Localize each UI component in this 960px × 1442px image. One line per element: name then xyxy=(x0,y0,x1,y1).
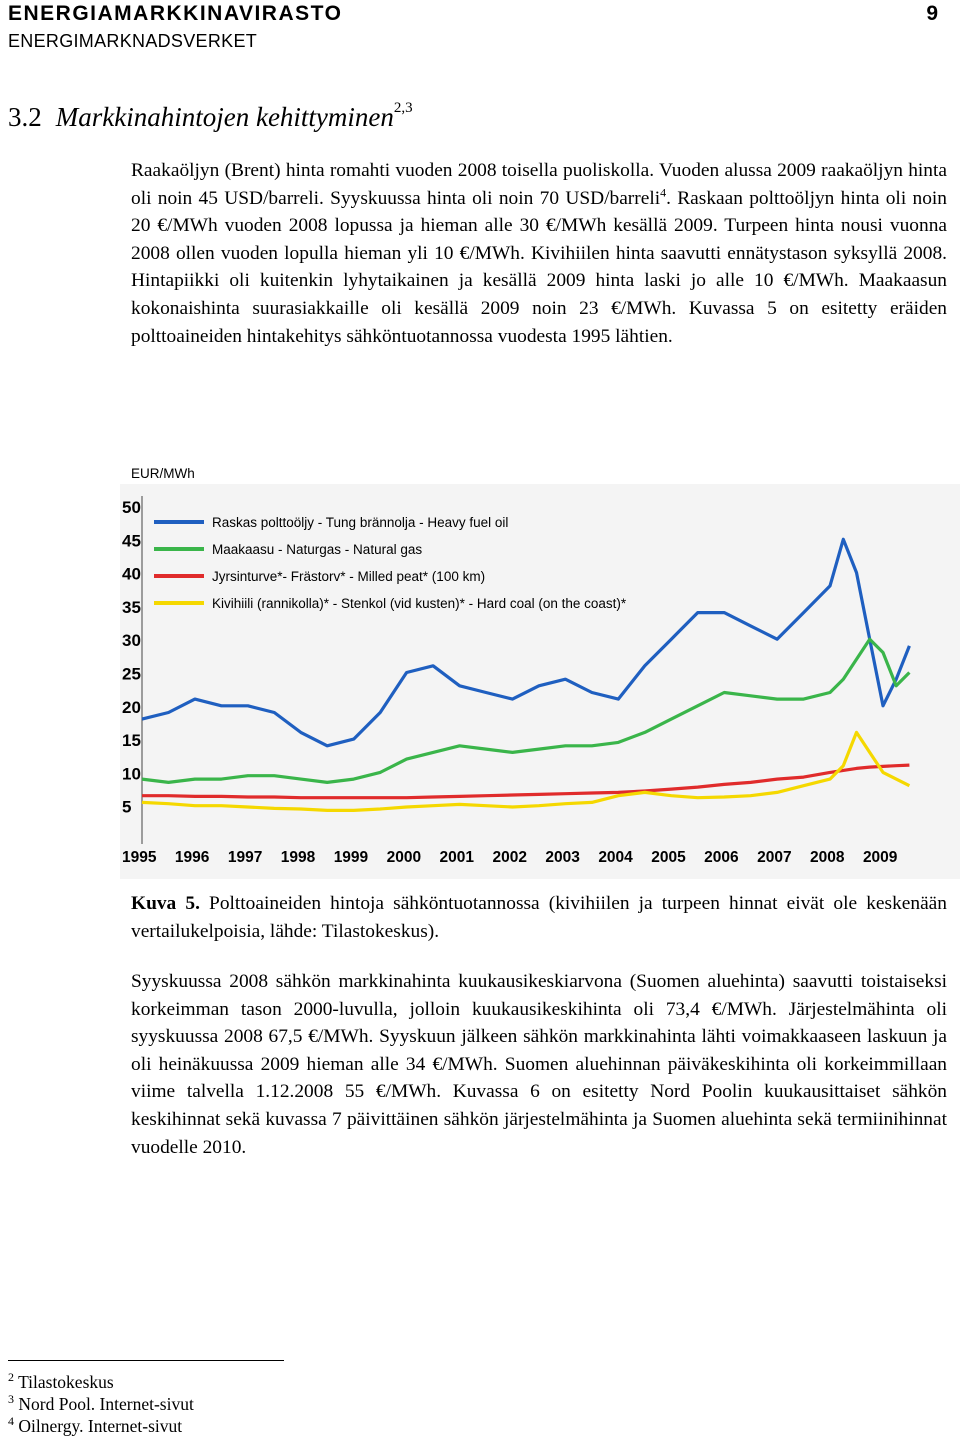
y-tick-label: 10 xyxy=(122,764,141,784)
footnote-ref-4: 4 xyxy=(660,185,667,200)
page-number: 9 xyxy=(926,2,938,25)
y-tick-label: 5 xyxy=(122,797,132,817)
y-tick-label: 25 xyxy=(122,664,141,684)
footnote-4 xyxy=(8,1414,182,1437)
header-title: ENERGIAMARKKINAVIRASTO xyxy=(8,2,343,25)
paragraph1-part1: Raakaöljyn (Brent) hinta romahti vuoden 2008 toisella puoliskolla. Vuoden alussa 2009 raakaöljyn hinta oli noin 45 USD/barreli. Syyskuussa hinta oli noin 70 USD/barreli xyxy=(131,160,947,209)
x-tick-label: 2004 xyxy=(598,849,633,866)
fuel-price-chart xyxy=(120,484,960,879)
y-tick-label: 45 xyxy=(122,531,141,551)
header-subtitle: ENERGIMARKNADSVERKET xyxy=(8,31,258,51)
y-tick-label: 15 xyxy=(122,731,141,751)
caption-text: Polttoaineiden hintoja sähköntuotannossa (kivihiilen ja turpeen hinnat eivät ole keskenään vertailukelpoisia, lähde: Tilastokeskus). xyxy=(131,893,947,942)
x-tick-label: 2002 xyxy=(492,849,527,866)
y-tick-label: 30 xyxy=(122,631,141,651)
footnote-2-number: 2 xyxy=(8,1370,14,1384)
legend-label-3: Jyrsinturve*- Frästorv* - Milled peat* (100 km) xyxy=(212,569,486,584)
footnote-4-number: 4 xyxy=(8,1414,14,1428)
caption-label: Kuva 5. xyxy=(131,893,200,914)
y-tick-label: 40 xyxy=(122,564,141,584)
chart-svg xyxy=(120,484,960,879)
section-number: 3.2 xyxy=(8,102,42,132)
x-tick-label: 2008 xyxy=(810,849,845,866)
x-tick-label: 1997 xyxy=(227,849,263,866)
x-tick-label: 1996 xyxy=(174,849,210,866)
footnote-3 xyxy=(8,1392,194,1415)
x-tick-label: 1998 xyxy=(280,849,316,866)
section-title: Markkinahintojen kehittyminen xyxy=(55,102,394,132)
x-tick-label: 2007 xyxy=(757,849,792,866)
x-tick-label: 1999 xyxy=(333,849,369,866)
footnote-2-text: Tilastokeskus xyxy=(18,1371,114,1392)
y-tick-label: 20 xyxy=(122,697,141,717)
x-tick-label: 2001 xyxy=(439,849,475,866)
footnote-2 xyxy=(8,1370,114,1393)
legend-label-1: Raskas polttoöljy - Tung brännolja - Heavy fuel oil xyxy=(212,515,509,530)
x-tick-label: 2000 xyxy=(386,849,422,866)
section-refs: 2,3 xyxy=(393,100,413,116)
footnote-4-text: Oilnergy. Internet-sivut xyxy=(18,1415,183,1436)
paragraph-electricity-prices: Syyskuussa 2008 sähkön markkinahinta kuukausikeskiarvona (Suomen aluehinta) saavutti toistaiseksi korkeimman tason 2000-luvulla, jolloin kuukausikeskihinta oli 73,4 €/MWh. Järjestelmähinta oli syyskuussa 2008 67,5 €/MWh. Syyskuun jälkeen sähkön markkinahinta lähti voimakkaaseen laskuun ja oli heinäkuussa 2009 hieman alle 34 €/MWh. Suomen aluehinnan päiväkeskihinta oli korkeimmillaan viime talvella 1.12.2008 55 €/MWh. Kuvassa 6 on esitetty Nord Poolin kuukausittaiset sähkön keskihinnat sekä kuvassa 7 päivittäinen sähkön järjestelmähinta ja Suomen aluehinta sekä termiinihinnat vuodelle 2010. xyxy=(131,971,947,1158)
footnote-divider xyxy=(8,1360,284,1361)
x-tick-label: 2009 xyxy=(862,849,898,866)
legend-label-2: Maakaasu - Naturgas - Natural gas xyxy=(212,542,423,557)
chart-y-unit: EUR/MWh xyxy=(131,466,195,481)
x-tick-label: 2006 xyxy=(704,849,739,866)
footnote-3-number: 3 xyxy=(8,1392,14,1406)
legend-label-4: Kivihiili (rannikolla)* - Stenkol (vid kusten)* - Hard coal (on the coast)* xyxy=(212,596,627,611)
x-tick-label: 2005 xyxy=(651,849,686,866)
footnote-3-text: Nord Pool. Internet-sivut xyxy=(18,1393,194,1414)
x-tick-label: 2003 xyxy=(545,849,580,866)
paragraph1-part2: . Raskaan polttoöljyn hinta oli noin 20 €/MWh vuoden 2008 lopussa ja hieman alle 30 €/MWh kesällä 2009. Turpeen hinta nousi vuonna 2008 ollen vuoden lopulla hieman yli 10 €/MWh. Kivihiilen hinta saavutti ennätystason syksyllä 2008. Hintapiikki oli kuitenkin lyhytaikainen ja kesällä 2009 hinta laski jo alle 10 €/MWh. Maakaasun kokonaishinta suurasiakkaille oli kesällä 2009 noin 23 €/MWh. Kuvassa 5 on esitetty eräiden polttoaineiden hintakehitys sähköntuotannossa vuodesta 1995 lähtien. xyxy=(131,187,947,347)
figure-caption xyxy=(131,890,947,945)
x-tick-label: 1995 xyxy=(122,849,157,866)
y-tick-label: 50 xyxy=(122,498,141,517)
section-heading xyxy=(8,102,413,133)
paragraph-oil-prices xyxy=(131,157,947,350)
y-tick-label: 35 xyxy=(122,597,141,617)
